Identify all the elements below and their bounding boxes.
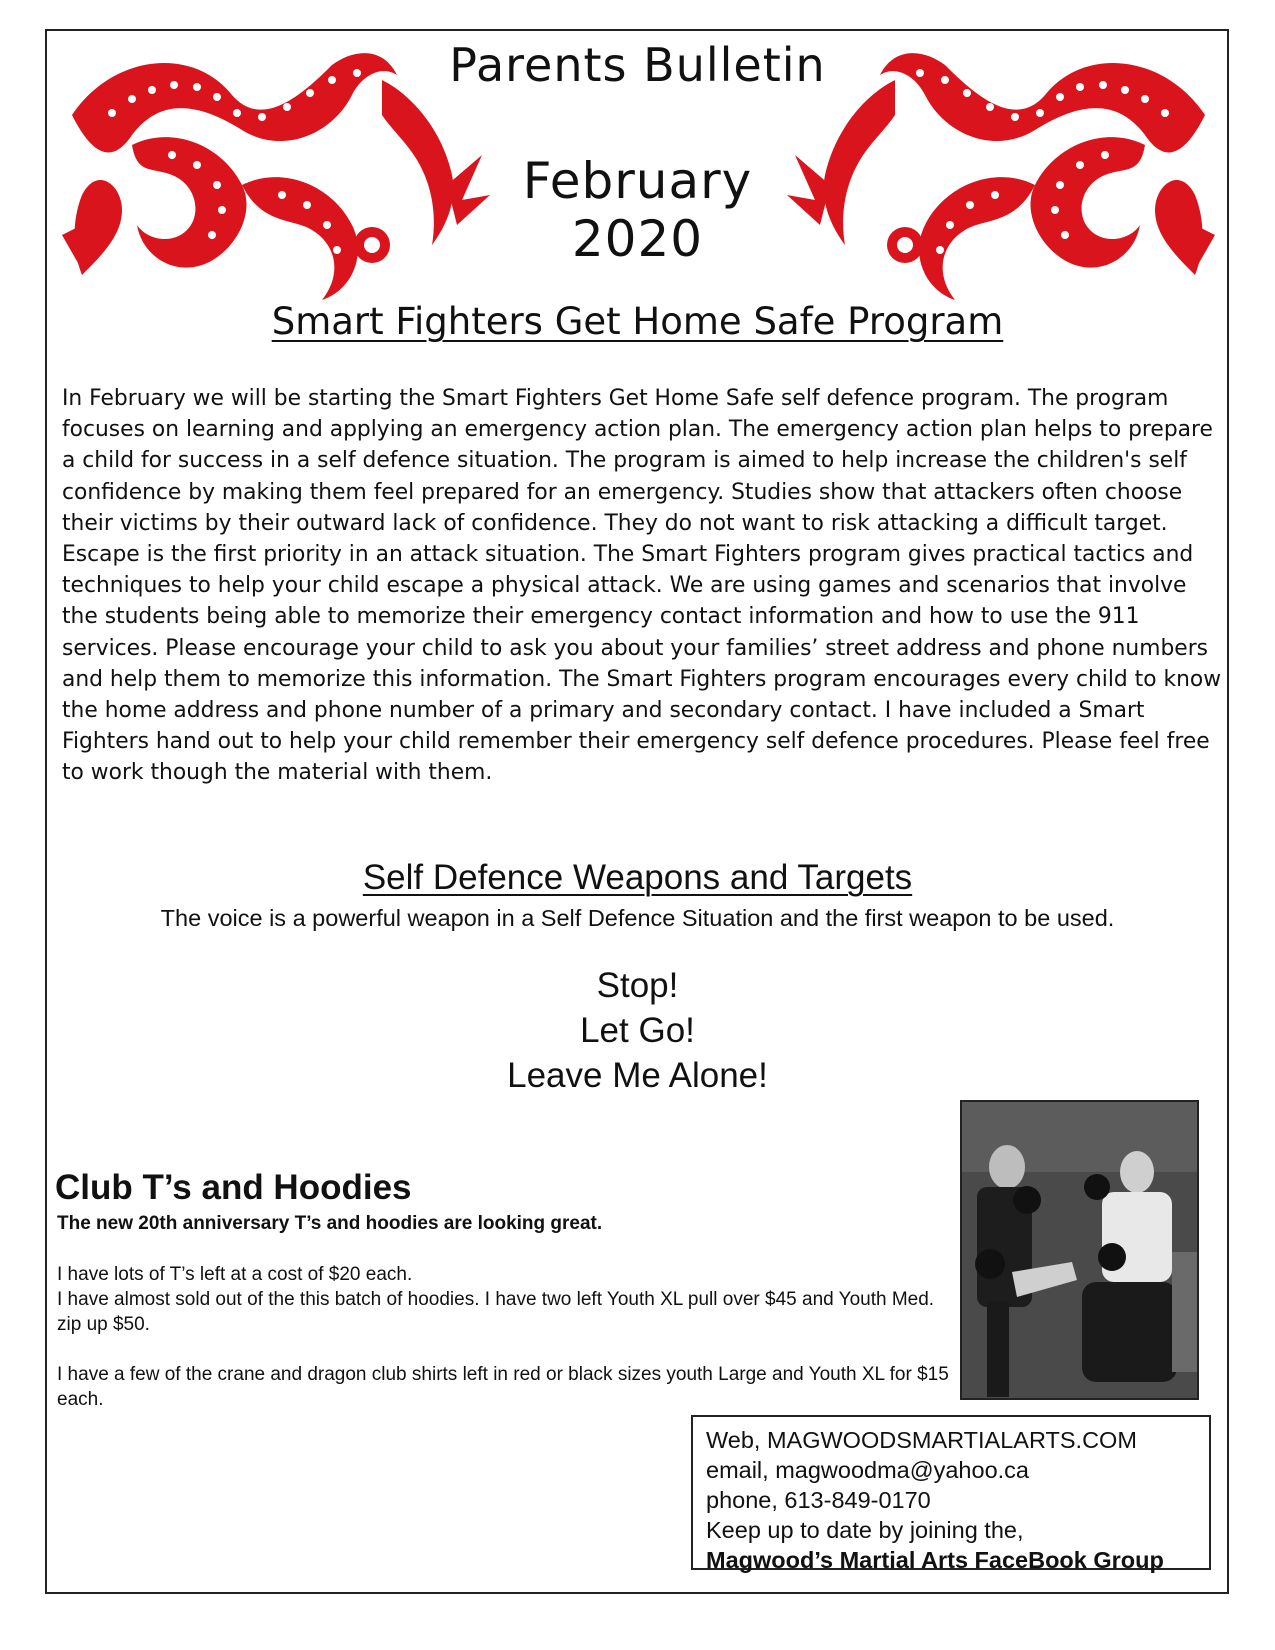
club-body (57, 1262, 957, 1412)
spacer (57, 1337, 957, 1362)
weapons-intro: The voice is a powerful weapon in a Self Defence Situation and the first weapon to be used. (160, 905, 1115, 931)
contact-box (691, 1415, 1211, 1573)
shout-item: Stop! (596, 966, 679, 1005)
contact-phone: phone, 613-849-0170 (706, 1487, 931, 1513)
shout-item: Leave Me Alone! (507, 1056, 768, 1095)
bulletin-date (0, 152, 1275, 268)
bulletin-year: 2020 (571, 210, 704, 268)
club-line-2: I have almost sold out of the this batch of hoodies. I have two left Youth XL pull over $45 and Youth Med. zip up $50. (57, 1289, 935, 1335)
contact-web[interactable]: Web, MAGWOODSMARTIALARTS.COM (706, 1427, 1137, 1453)
club-subheading: The new 20th anniversary T’s and hoodies are looking great. (57, 1213, 603, 1234)
program-body (62, 383, 1222, 789)
bulletin-month: February (522, 152, 753, 210)
club-line-1: I have lots of T’s left at a cost of $20 each. (57, 1264, 413, 1285)
contact-join: Keep up to date by joining the, (706, 1517, 1024, 1543)
weapons-heading: Self Defence Weapons and Targets (362, 858, 913, 897)
shout-item: Let Go! (580, 1011, 695, 1050)
contact-email[interactable]: email, magwoodma@yahoo.ca (706, 1457, 1029, 1483)
facebook-group[interactable]: Magwood’s Martial Arts FaceBook Group (706, 1547, 1164, 1573)
club-line-3: I have a few of the crane and dragon club shirts left in red or black sizes youth Large and Youth XL for $15 each. (57, 1364, 949, 1410)
sparring-photo (960, 1100, 1199, 1400)
program-heading: Smart Fighters Get Home Safe Program (271, 300, 1004, 343)
program-paragraph-2: Escape is the first priority in an attack situation. The Smart Fighters program gives practical tactics and techniques to help your child escape a physical attack. We are using games and scenarios that involve the students being able to memorize their emergency contact information and how to use the 911 services. Please encourage your child to ask you about your families’ street address and phone numbers and help them to memorize this information. The Smart Fighters program encourages every child to know the home address and phone number of a primary and secondary contact. I have included a Smart Fighters hand out to help your child remember their emergency self defence procedures. Please feel free to work though the material with them. (62, 542, 1222, 786)
shout-list (0, 963, 1275, 1098)
bulletin-title: Parents Bulletin (449, 38, 826, 92)
club-heading: Club T’s and Hoodies (55, 1168, 412, 1207)
program-paragraph-1: In February we will be starting the Smart Fighters Get Home Safe self defence program. The program focuses on learning and applying an emergency action plan. The emergency action plan helps to prepare a child for success in a self defence situation. The program is aimed to help increase the children's self confidence by making them feel prepared for an emergency. Studies show that attackers often choose their victims by their outward lack of confidence. They do not want to risk attacking a difficult target. (62, 386, 1213, 536)
